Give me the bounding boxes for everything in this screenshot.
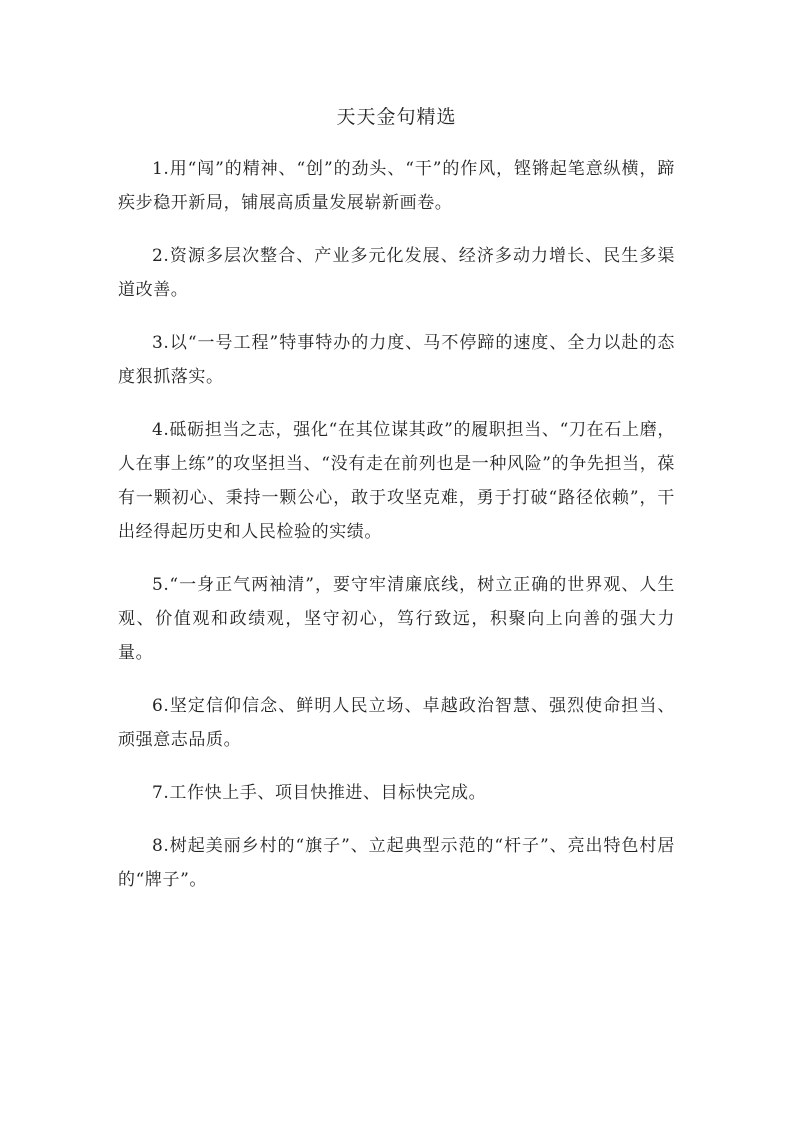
paragraph-8: 8.树起美丽乡村的“旗子”、立起典型示范的“杆子”、亮出特色村居的“牌子”。	[118, 836, 675, 890]
paragraph-4: 4.砥砺担当之志，强化“在其位谋其政”的履职担当、“刀在石上磨，人在事上练”的攻坚担当、“没有走在前列也是一种风险”的争先担当，葆有一颗初心、秉持一颗公心，敢于攻坚克难，勇于打破“路径依赖”，干出经得起历史和人民检验的实绩。	[118, 420, 675, 542]
page-title: 天天金句精选	[336, 106, 457, 128]
paragraph-6: 6.坚定信仰信念、鲜明人民立场、卓越政治智慧、强烈使命担当、顽强意志品质。	[118, 696, 675, 750]
paragraph-5: 5.“一身正气两袖清”，要守牢清廉底线，树立正确的世界观、人生观、价值观和政绩观，坚守初心，笃行致远，积聚向上向善的强大力量。	[118, 575, 675, 663]
paragraph-1: 1.用“闯”的精神、“创”的劲头、“干”的作风，铿锵起笔意纵横，蹄疾步稳开新局，铺展高质量发展崭新画卷。	[118, 159, 675, 213]
paragraph-2: 2.资源多层次整合、产业多元化发展、经济多动力增长、民生多渠道改善。	[118, 246, 675, 300]
paragraph-7: 7.工作快上手、项目快推进、目标快完成。	[152, 783, 487, 803]
document-body	[118, 152, 675, 916]
paragraph-3: 3.以“一号工程”特事特办的力度、马不停蹄的速度、全力以赴的态度狠抓落实。	[118, 333, 675, 387]
